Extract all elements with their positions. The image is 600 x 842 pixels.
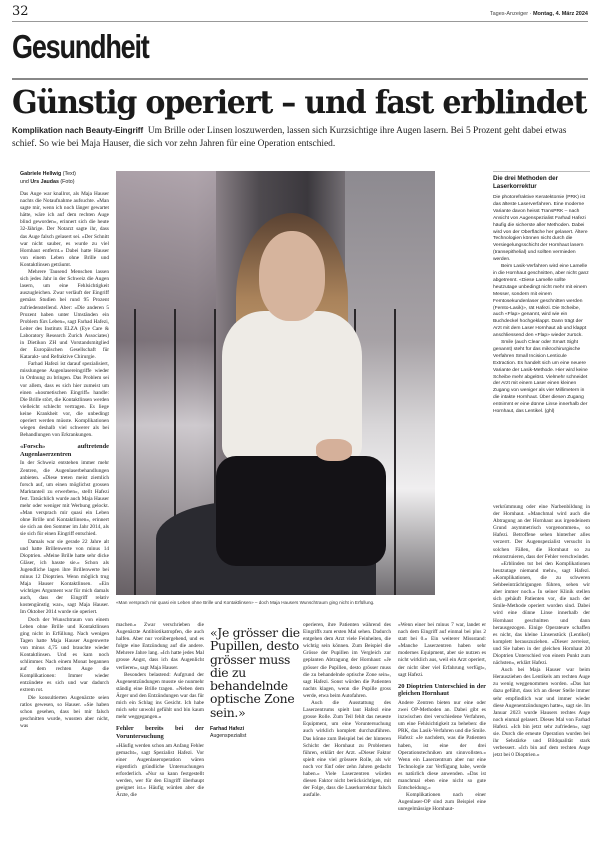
headline: Günstig operiert – und fast erblindet [12,83,587,121]
article-photo [116,171,435,595]
paragraph: In der Schweiz entstehen immer mehr Zentren, die Augenlaserbehandlungen anbieten. «Diese treten meist ziemlich forsch auf, um einen möglichst grossen Marktanteil zu erwerben», stellt Hafezi fest. Tatsächlich wurde auch Maja Hauser mehr oder weniger mit Werbung gelockt. «Man versprach mir quasi ein Leben ohne Brille und Kontaktlinsen», erinnert sie sich an den Sommer im Jahr 2014, als sie sich für einen Eingriff entschied. [20,460,109,538]
byline [20,171,76,186]
paragraph: Die photorefraktive Keratektomie (PRK) ist das älteste Laserverfahren. Eine moderne Variante davon heisst TransPRK – nach Ansicht von Augenspezialist Farhad Hafezi häufig die sicherste aller Methoden. Dabei wird von der Oberfläche her gelasert. Ältere Technologien können nicht durch die Versiegelungsschicht der Hornhaut lasern (transepithelial) und sollten vermieden werden. [493,195,588,263]
top-rule [12,21,588,22]
paragraph: Besonders belastend: Aufgrund der Augenentzündungen musste sie nunmehr ständig eine Brille tragen. «Neben dem Ärger und den Entzündungen war das für mich ein Schlag ins Gesicht. Ich habe mich sehr unwohl gefühlt und bin kaum mehr weggegangen.» [116,671,204,721]
paragraph: Auch bei Maja Hauser war beim Herausziehen des Lentikels am rechten Auge zu wenig weggenommen worden. «Das hat dazu geführt, dass ich an dieser Stelle immer sehr empfindlich war und immer wieder diese Augenentzündungen hatte», sagt sie. Im Januar 2023 wurde Hausers rechtes Auge noch einmal gelasert. Dieses Mal von Farhad Hafezi. «Ich bin jetzt sehr zufrieden», sagt sie. Durch die erneute Operation wurden bei ihr Sehstärke und Bildqualität stark verbessert. «Ich bin auf dem rechten Auge jetzt bei 0 Dioptrien.» [493,667,590,759]
subheading: «Forsch» auftretende Augenlaserzentren [20,443,109,458]
paragraph: operieren, ihre Patienten während des Eingriffs zum ersten Mal sehen. Dadurch entgehen dem Arzt viele Feinheiten, die wichtig sein können. Zum Beispiel die Grösse der Pupillen im Vergleich zur geplanten Abtragung der Hornhaut: «Je grösser die Pupillen, desto grösser muss die zu behandelnde optische Zone sein», sagt Hafezi. Sonst würden die Patienten nachts klagen, wenn die Pupille gross werde, etwa beim Autofahren. [303,622,391,699]
byline-connector: und [20,178,29,185]
paragraph: Beim Lasik-Verfahren wird eine Lamelle in die Hornhaut geschnitten, aber nicht ganz abgetrennt. «Diese Lamelle sollte heutzutage unbedingt nicht mehr mit einem Messer, sondern mit einem Femtosekundenlaser geschnitten werden (Femto-Lasik)», rät Hafezi. Die Scheibe, auch «Flap» genannt, wird wie ein Buchdeckel hochgeklappt. Dann trägt der Arzt mit dem Laser Hornhaut ab und klappt anschliessend den «Flap» wieder zurück. [493,264,589,339]
photo-subject-legs [216,456,386,566]
section-rule [12,78,588,80]
pull-quote-name: Farhad Hafezi [210,726,245,733]
photo-subject-face [259,231,325,321]
paragraph: Komplikationen nach einer Augenlaser-OP sind zum Beispiel eine unregelmässige Hornhaut- [398,792,486,813]
paragraph: Andere Zentren bieten nur eine oder zwei OP-Methoden an. Dabei gibt es inzwischen drei verschiedene Verfahren, um eine Fehlsichtigkeit zu beheben: die PRK, das Lasik-Verfahren und die Smile. Hafezi: «Je nachdem, was die Patienten haben, ist eine der drei Operationstechniken am sinnvollsten.» Wenn ein Laserzentrum aber nur eine Technologie zur Verfügung habe, werde es natürlich diese anwenden. «Das ist manchmal eben eine nicht so gute Entscheidung.» [398,699,486,792]
info-box [493,171,590,416]
issue-date: Montag, 4. März 2024 [532,11,588,17]
pull-quote-role: Augenspezialist [210,733,247,740]
photographer-name: Urs Jaudas [30,178,59,185]
paragraph: «Häufig werden schon am Anfang Fehler gemacht», sagt Spezialist Hafezi. Vor einer Augenlaseroperation wären eigentlich gründliche Untersuchungen erforderlich. «Nur so kann festgestellt werden, wer für den Eingriff überhaupt geeignet ist.» Häufig würden aber die Ärzte, die [116,742,204,799]
paragraph: Doch der Wunschtraum von einem Leben ohne Brille und Kontaktlinsen ging nicht in Erfüllung. Nach wenigen Tagen hatte Maja Hauser Augenwerte von minus 4,75 und brauchte wieder Kontaktlinsen. Und es kam noch schlimmer. Nach einem Monat begannen auf dem rechten Auge die Komplikationen: Immer wieder entzündete es sich und war dadurch extrem rot. [20,616,109,694]
section-title: Gesundheit [12,28,149,65]
subheading: 20 Dioptrien Unterschied in der gleichen Hornhaut [398,682,486,698]
article-column-1 [20,191,109,839]
paragraph: Das Auge war knallrot, als Maja Hauser nachts die Notaufnahme aufsuchte. «Man sagte mir, wenn ich noch länger gewartet hätte, wäre ich auf dem rechten Auge blind geworden», erinnert sich die heute 32-Jährige. Der Notarzt sagte ihr, dass das Auge falsch gelasert sei. «Der Schnitt war nicht sauber, es wurde zu viel Hornhaut entfernt.» Dabei hatte Hauser von einem Leben ohne Brille und Kontaktlinsen geträumt. [20,191,109,268]
publication-name: Tages-Anzeiger [489,11,529,17]
page-number: 32 [12,4,29,19]
paragraph: Auch die Ausstattung des Laserzentrums spielt laut Hafezi eine grosse Rolle. Zum Teil fehlt das neueste Equipment, um eine Voruntersuchung auch wirklich komplett durchzuführen. Das könne zum Beispiel bei der hinteren Schicht der Hornhaut zu Problemen führen, erklärt der Arzt. «Dieser Faktor spielt eine viel grössere Rolle, als wir noch vor fünf oder zehn Jahren gedacht haben.» Viele Laserzentren würden diesen Faktor nicht berücksichtigen, mit der Folge, dass die Laserkorrektur falsch ausfalle. [303,700,391,799]
photo-subject-hands [316,439,352,461]
author-role: (Text) [62,171,76,177]
info-box-title: Die drei Methoden der Laserkorrektur [493,175,558,190]
lead-text: Um Brille oder Linsen loszuwerden, lassen sich Kurzsichtige ihre Augen lasern. Bei 5 Prozent geht dabei etwas schief. So wie bei Maja Hauser, die sich vor zehn Jahren für eine Operation entschied. [12,126,567,149]
paragraph: Farhad Hafezi ist darauf spezialisiert, misslungene Augenlasereingriffe wieder in Ordnung zu bringen. Das Problem sei vor allem, dass es sich hier zumeist um einen «kosmetischen Eingriff» handle: Die Brille stört, die Kontaktlinsen werden vielleicht schlecht vertragen. Es liege keine Krankheit vor, die unbedingt operiert werden müsste. Komplikationen wiegen deshalb viel schwerer als bei Behandlungen von Erkrankungen. [20,361,109,439]
info-box-text [493,195,590,416]
author-name: Gabriele Hellwig [20,171,62,177]
article-column-2 [116,622,204,840]
article-column-4 [398,622,486,840]
railing-bar [394,309,396,595]
paragraph: Smile (auch Clear oder Smart Sight genannt) steht für das mikrochirurgische Verfahren Small Incision Lenticule Extraction. Es handelt sich um eine neuere Variante der Lasik-Methode. Hier wird keine Scheibe mehr abgelöst. Vielmehr schneidet der Arzt mit einem Laser einen kleinen Zugang von weniger als vier Millimetern in die intakte Hornhaut. Über diesen Zugang entnimmt er eine dünne Linse innerhalb der Hornhaut, das Lentikel. (ghl) [493,340,588,415]
paragraph: verkrümmung oder eine Narbenbildung in der Hornhaut. «Manchmal wird auch die Abtragung an der Hornhaut aus irgendeinem Grund asymmetrisch vorgenommen», so Hafezi. Betroffene sehen hinterher alles verzerrt. Der Augenspezialist versucht in solchen Fällen, die Hornhaut so zu rekonstruieren, dass der Fehler verschwindet. [493,504,590,560]
railing-bar [134,309,136,595]
pull-quote-text: «Je grösser die Pupillen, desto grösser muss die zu behandelnde optische Zone sein.» [210,625,300,720]
paragraph: Mehrere Tausend Menschen lassen sich jedes Jahr in der Schweiz die Augen lasern, um eine Fehlsichtigkeit auszugleichen. Zwar verläuft der Eingriff gemäss Studien bei rund 95 Prozent zufriedenstellend. Aber: «Die anderen 5 Prozent haben unter Umständen ein Problem fürs Leben», sagt Farhad Hafezi, Leiter des Instituts ELZA (Eye Care & Laboratory Research Zurich Associates) in Dietikon ZH und Vorstandsmitglied der Europäischen Gesellschaft für Katarakt- und Refraktive Chirurgie. [20,269,109,361]
pull-quote [210,626,306,740]
paragraph: machen.» Zwar verschrieben die Augenärzte Antibiotikatropfen, die auch halfen. Aber nur vorübergehend, und es folgte eine Entzündung auf die andere. Mehrere Jahre lang. «Ich hatte jedes Mal grosse Angst, dass ich das Augenlicht verlieren», sagt Maja Hauser. [116,622,204,671]
paragraph: Die konsultierten Augenärzte seien ratlos gewesen, so Hauser. «Sie haben schon gesehen, dass bei mir falsch geschnitten wurde, wussten aber nicht, was [20,694,109,729]
kicker: Komplikation nach Beauty-Eingriff [12,126,144,135]
subheading: Fehler bereits bei der Voruntersuchung [116,725,204,740]
article-column-5 [493,504,590,840]
masthead: Tages-Anzeiger · Montag, 4. März 2024 [489,11,588,17]
paragraph: Damals war sie gerade 22 Jahre alt und hatte Brillenwerte von minus 14 Dioptrien. «Meine Brille hatte sehr dicke Gläser, ich hasste sie.» Schon als Jugendliche lagen ihre Brillenwerte bei minus 12 Dioptrien. Wenn möglich trug Maja Hauser Kontaktlinsen. «Ein wichtiges Argument war für mich damals auch, dass der Eingriff relativ kostengünstig war», sagt Maja Hauser. Im Oktober 2014 wurde sie operiert. [20,538,109,616]
photographer-role: (Foto) [60,178,75,185]
photo-caption: «Man versprach mir quasi ein Leben ohne Brille und Kontaktlinsen» – doch Maja Hausers Wunschtraum ging nicht in Erfüllung. [116,600,375,605]
lead [12,125,572,150]
article-column-3 [303,622,391,840]
paragraph: «Erblinden tut bei den Komplikationen heutzutage niemand mehr», sagt Hafezi. «Komplikationen, die zu schweren Sehbeeinträchtigungen führen, sehen wir aber immer noch.» In seiner Klinik stellen sich gehäuft Patienten vor, die nach der Smile-Methode operiert worden sind. Dabei wird eine dünne Linse innerhalb der Hornhaut geschnitten und dann herausgezogen. Einige Operateure schaffen es nicht, das kleine Linsenstück (Lentikel) komplett herauszuziehen. «Dieser zerreisst, und Sie haben in der gleichen Hornhaut 20 Dioptrien Unterschied von einem Punkt zum nächsten», erklärt Hafezi. [493,560,590,667]
paragraph: «Wenn einer bei minus 7 war, landet er nach dem Eingriff auf einmal bei plus 2 statt bei 0.» Ein weiterer Missstand: «Manche Laserzentren haben sehr modernes Equipment, aber sie nutzen es nicht wirklich aus, weil ein Arzt operiert, der nicht über viel Erfahrung verfügt», sagt Hafezi. [398,622,486,678]
